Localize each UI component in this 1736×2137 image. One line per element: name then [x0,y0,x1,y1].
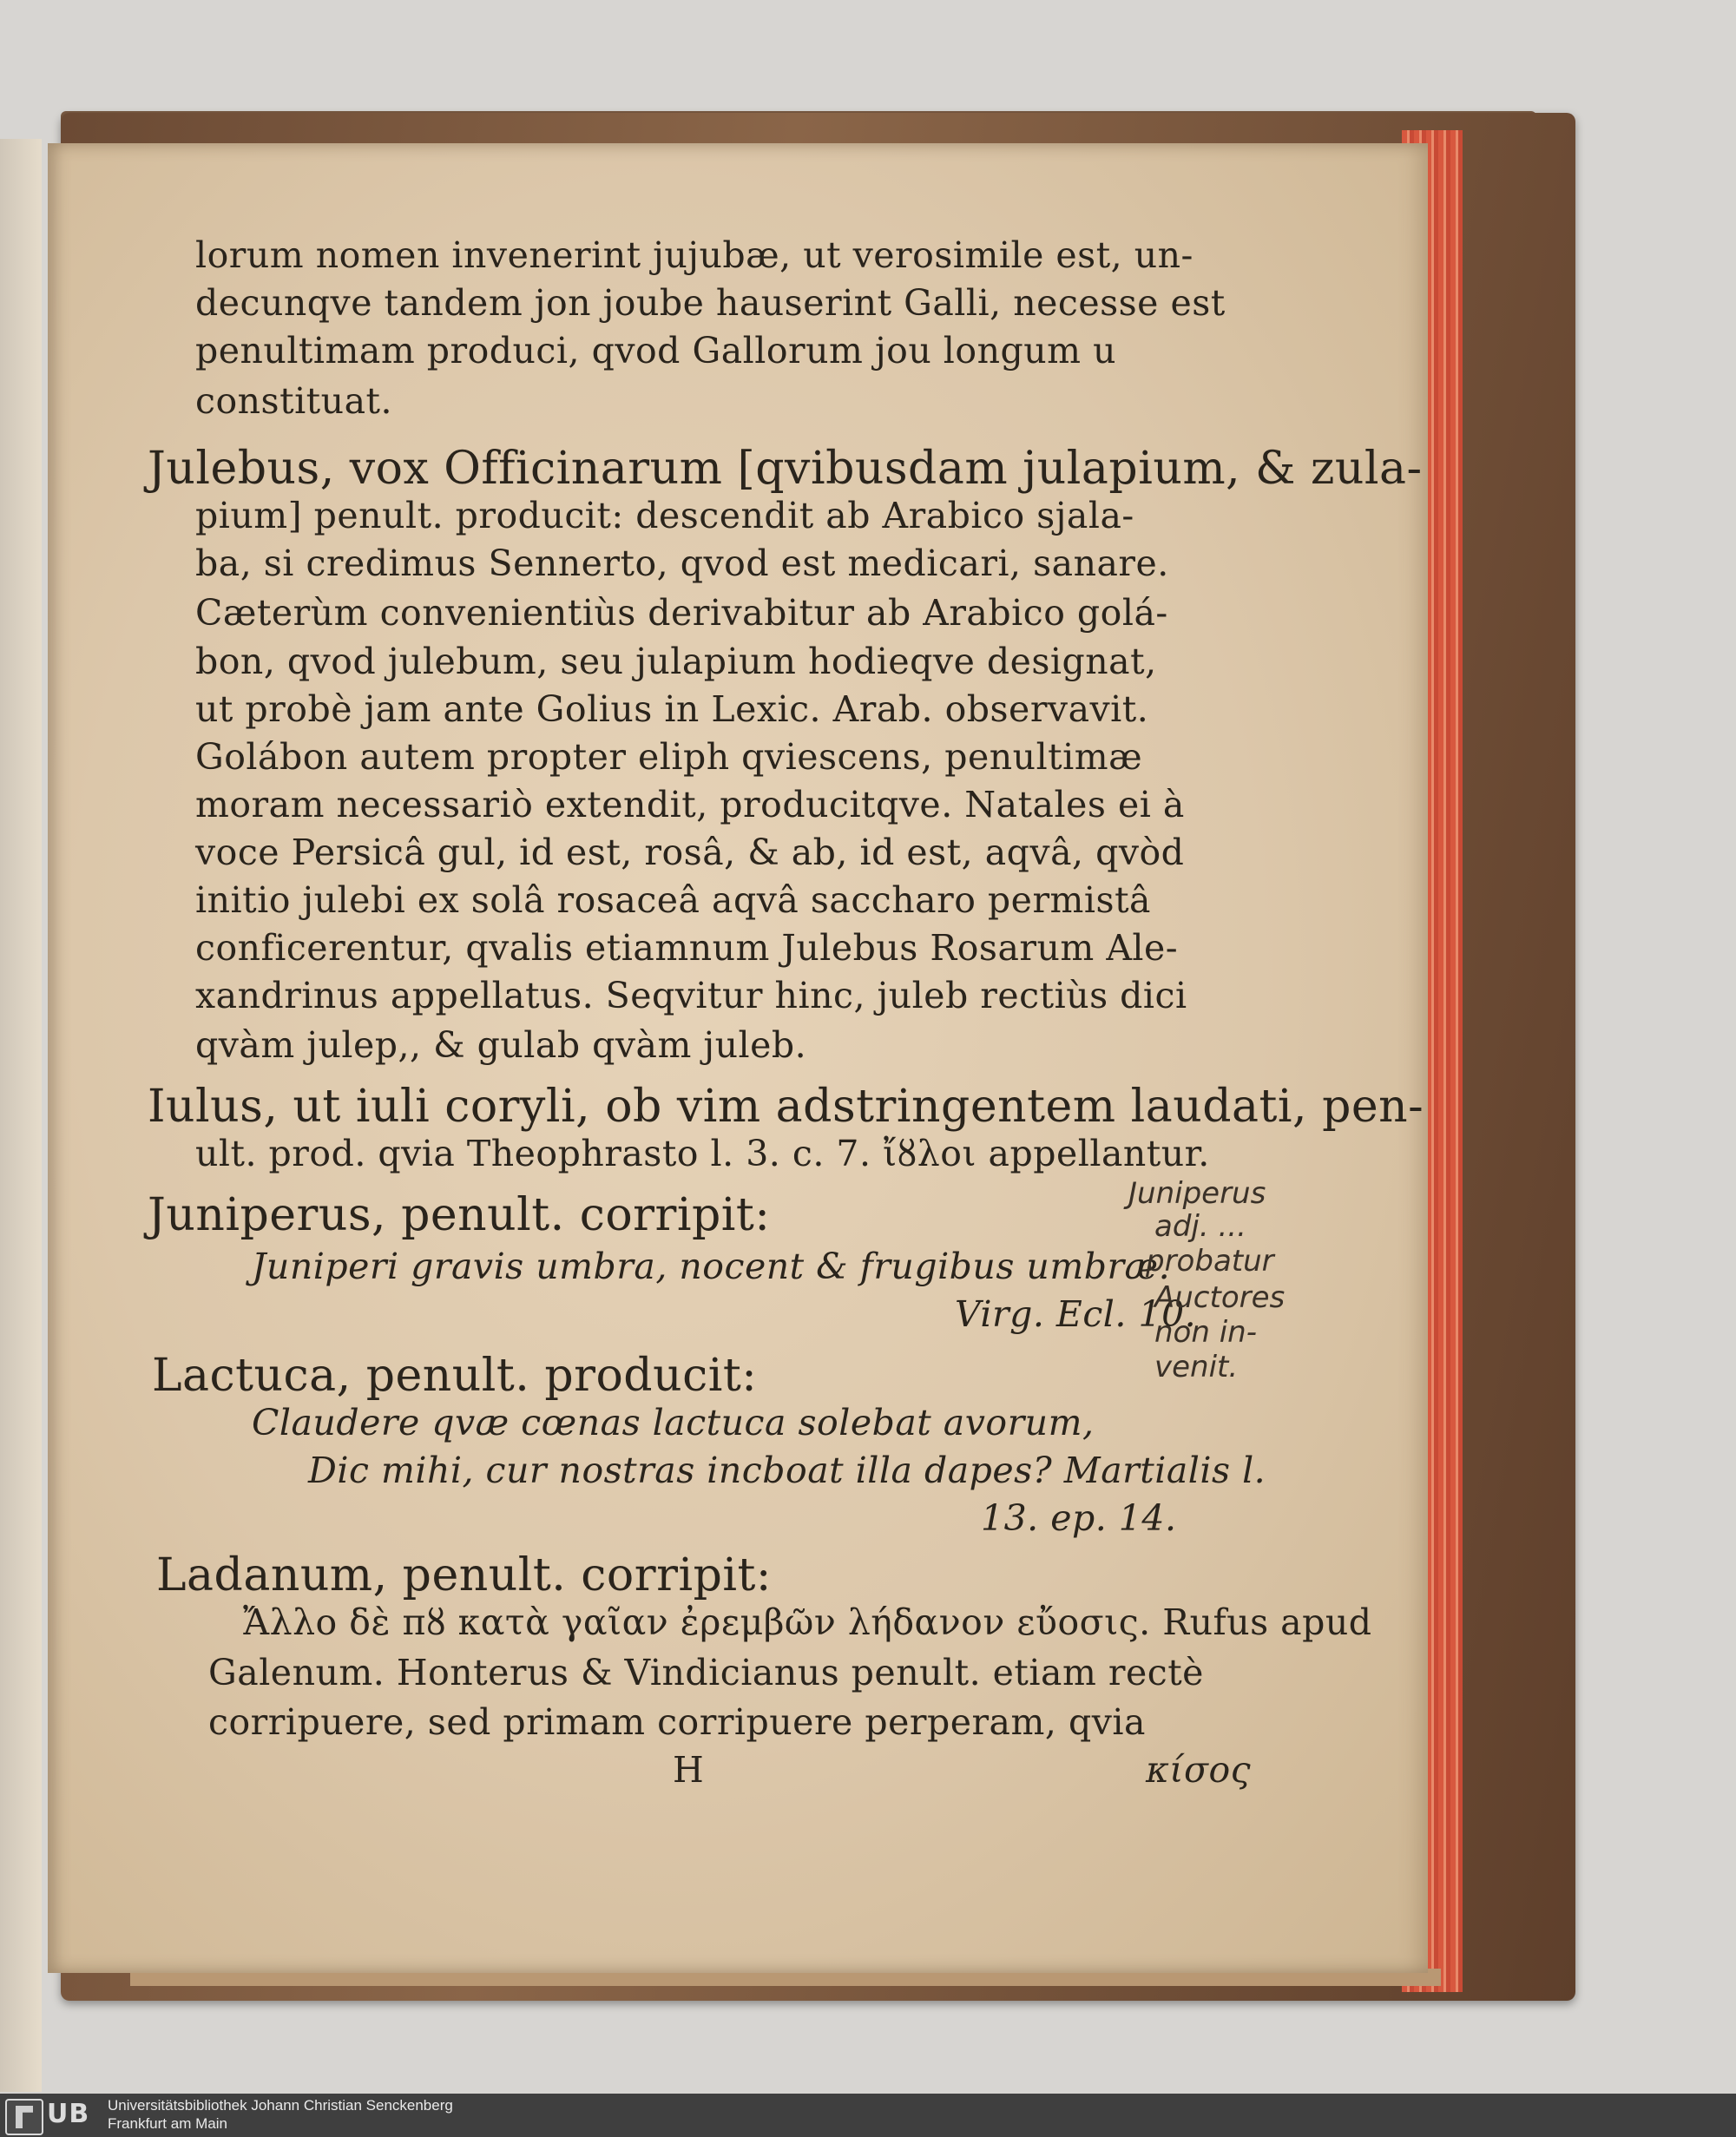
text-line: constituat. [195,380,393,422]
handwritten-annotation [1128,1176,1441,1402]
signature-mark: H [673,1749,705,1791]
text-line: qvàm julep,, & gulab qvàm juleb. [195,1024,807,1066]
text-line: Galenum. Honterus & Vindicianus penult. etiam rectè [208,1652,1204,1693]
institution-name: Universitätsbibliothek Johann Christian Senckenberg [108,2097,453,2114]
handwriting-line: venit. [1154,1350,1239,1384]
text-line: lorum nomen invenerint jujubæ, ut verosimile est, un- [195,234,1194,276]
text-line: ba, si credimus Sennerto, qvod est medicari, sanare. [195,542,1169,584]
catchword: κίσος [1146,1749,1252,1791]
text-line: decunqve tandem jon joube hauserint Galli, necesse est [195,282,1226,324]
text-line: corripuere, sed primam corripuere perperam, qvia [208,1701,1146,1743]
previous-leaf-edge [0,139,42,2092]
handwriting-line: non in- [1154,1315,1257,1350]
text-line: moram necessariò extendit, producitqve. Natales ei à [195,784,1185,825]
greek-quote: Ἄλλο δὲ πȣ κατὰ γαῖαν ἐρεμβῶν λήδανον εὔοσις. Rufus apud [243,1601,1372,1643]
text-line: conficerentur, qvalis etiamnum Julebus Rosarum Ale- [195,927,1179,969]
entry-juniperus: Juniperus, penult. corripit: [148,1189,771,1241]
citation: 13. ep. 14. [981,1497,1177,1539]
institution-city: Frankfurt am Main [108,2115,227,2132]
verse-line: Dic mihi, cur nostras incboat illa dapes? Martialis l. [308,1450,1266,1491]
text-line: Cæterùm convenientiùs derivabitur ab Arabico golá- [195,592,1168,634]
handwriting-line: Auctores [1154,1280,1286,1315]
text-line: voce Persicâ gul, id est, rosâ, & ab, id est, aqvâ, qvòd [195,832,1185,873]
text-line: pium] penult. producit: descendit ab Arabico sjala- [195,495,1134,536]
footer-bar [0,2094,1736,2137]
text-line: penultimam produci, qvod Gallorum jou longum u [195,330,1116,372]
entry-ladanum: Ladanum, penult. corripit: [156,1549,772,1601]
text-line: ult. prod. qvia Theophrasto l. 3. c. 7. ἴȣλοι appellantur. [195,1133,1210,1174]
handwriting-line: Juniperus [1128,1176,1266,1211]
logo-text: UB [47,2099,90,2129]
entry-iulus: Iulus, ut iuli coryli, ob vim adstringentem laudati, pen- [148,1081,1424,1133]
handwriting-line: adj. ... [1154,1209,1246,1244]
text-line: initio julebi ex solâ rosaceâ aqvâ saccharo permistâ [195,879,1151,921]
text-line: ut probè jam ante Golius in Lexic. Arab. observavit. [195,688,1149,730]
verse-line: Claudere qvæ cœnas lactuca solebat avorum, [252,1402,1095,1443]
entry-lactuca: Lactuca, penult. producit: [152,1350,758,1402]
text-line: xandrinus appellatus. Seqvitur hinc, juleb rectiùs dici [195,975,1187,1016]
entry-julebus: Julebus, vox Officinarum [qvibusdam julapium, & zula- [148,443,1423,495]
citation: Virg. Ecl. 10. [955,1293,1197,1335]
text-line: Golábon autem propter eliph qviescens, penultimæ [195,736,1143,778]
text-line: bon, qvod julebum, seu julapium hodieqve designat, [195,641,1157,682]
verse-line: Juniperi gravis umbra, nocent & frugibus umbræ. [252,1246,1171,1287]
handwriting-line: probatur [1146,1244,1274,1279]
ub-logo-icon [5,2099,43,2135]
